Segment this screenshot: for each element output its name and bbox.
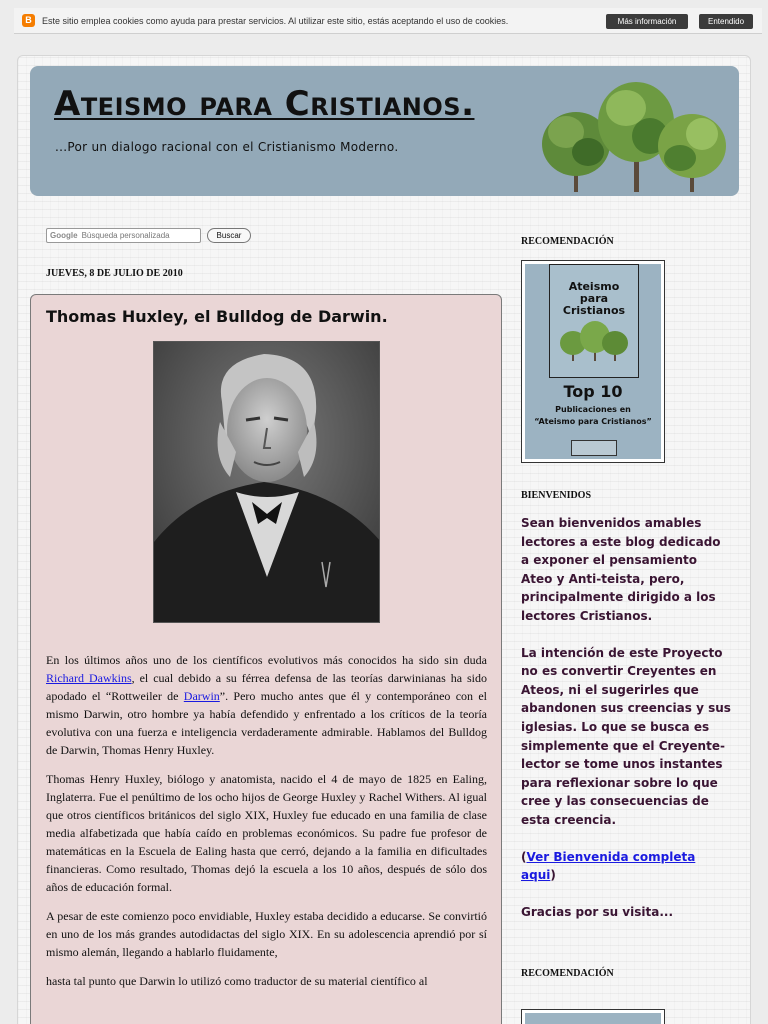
book-cover-image: Ateismo para Cristianos bbox=[549, 264, 639, 378]
blogger-icon: B bbox=[22, 14, 35, 27]
post-paragraph: hasta tal punto que Darwin lo utilizó como traductor de su material científico al bbox=[46, 974, 428, 988]
post-body bbox=[46, 651, 487, 1001]
post-title[interactable]: Thomas Huxley, el Bulldog de Darwin. bbox=[46, 307, 388, 326]
top10-banner[interactable] bbox=[521, 260, 665, 463]
blog-title[interactable]: Ateismo para Cristianos. bbox=[54, 84, 475, 124]
huxley-portrait-image bbox=[153, 341, 380, 623]
google-logo: Google bbox=[50, 231, 78, 240]
post-paragraph: En los últimos años uno de los científicos evolutivos más conocidos ha sido sin duda Richard Dawkins, el cual debido a su férrea defensa de las teorías darwinianas ha sido apodado el “Rottweiler de Darwin”. Pero mucho antes que él y contemporáneo con el mismo Darwin, otro hombre ya había defendido y enfrentado a los críticos de la teoría evolutiva con una fuerza e inteligencia verdaderamente admirable. Hablamos del Bulldog de Darwin, Thomas Henry Huxley. bbox=[46, 653, 487, 757]
post-paragraph: Thomas Henry Huxley, biólogo y anatomista, nacido el 4 de mayo de 1825 en Ealing, Inglaterra. Fue el penúltimo de los ocho hijos de George Huxley y Rachel Withers. Al igual que otros científicos británicos del siglo XIX, Huxley fue educado en una familia de clase media alfabetizada que había caído en problemas económicos. Su padre fue profesor de matemáticas en la Escuela de Ealing hasta que cerró, dejando a la familia en dificultades financieras. Como resultado, Thomas dejó la escuela a los 10 años, después de sólo dos años de educación formal. bbox=[46, 772, 487, 894]
recommendation-image-2[interactable] bbox=[521, 1009, 665, 1024]
welcome-paragraph: (Ver Bienvenida completa aqui) bbox=[521, 849, 696, 883]
mini-banner-image bbox=[571, 440, 617, 456]
link-darwin[interactable]: Darwin bbox=[183, 689, 220, 703]
post-date: JUEVES, 8 DE JULIO DE 2010 bbox=[46, 268, 183, 279]
search-button[interactable]: Buscar bbox=[207, 228, 251, 243]
trees-image bbox=[530, 74, 735, 194]
welcome-paragraph: La intención de este Proyecto no es convertir Creyentes en Ateos, ni el sugerirles que abandonen sus creencias y sus iglesias. Lo que se busca es simplemente que el Creyente-lector se tome unos instantes para reflexionar sobre lo que cree y las consecuencias de esta creencia. bbox=[521, 645, 731, 827]
more-info-button[interactable]: Más información bbox=[606, 14, 688, 29]
search-input[interactable] bbox=[46, 228, 201, 243]
top10-label: Top 10 bbox=[563, 382, 623, 401]
welcome-heading: BIENVENIDOS bbox=[521, 490, 592, 501]
blog-header bbox=[30, 66, 739, 196]
blog-subtitle: ...Por un dialogo racional con el Cristianismo Moderno. bbox=[55, 140, 399, 154]
full-welcome-link[interactable]: Ver Bienvenida completa aqui bbox=[521, 849, 696, 883]
trees-icon bbox=[554, 317, 634, 361]
search-placeholder: Búsqueda personalizada bbox=[81, 231, 170, 240]
post-paragraph: A pesar de este comienzo poco envidiable, Huxley estaba decidido a educarse. Se convirtió en uno de los más grandes autodidactas del siglo XIX. En su adolescencia aprendió por sí mismo alemán, llegando a hablarlo fluidamente, bbox=[46, 909, 487, 959]
link-richard-dawkins[interactable]: Richard Dawkins bbox=[46, 671, 132, 685]
welcome-paragraph: Gracias por su visita... bbox=[521, 904, 674, 919]
welcome-text bbox=[521, 514, 731, 939]
top10-subtitle: Publicaciones en “Ateismo para Cristianos” bbox=[534, 405, 652, 426]
cookie-bar bbox=[14, 8, 762, 34]
post-card bbox=[30, 294, 502, 1024]
recommendation-heading: RECOMENDACIÓN bbox=[521, 236, 614, 247]
cookie-message: Este sitio emplea cookies como ayuda para prestar servicios. Al utilizar este sitio, estás aceptando el uso de cookies. bbox=[42, 16, 509, 26]
welcome-paragraph: Sean bienvenidos amables lectores a este blog dedicado a exponer el pensamiento Ateo y Anti-teista, pero, principalmente dirigido a los lectores Cristianos. bbox=[521, 516, 721, 623]
recommendation-heading-2: RECOMENDACIÓN bbox=[521, 968, 614, 979]
accept-cookies-button[interactable]: Entendido bbox=[699, 14, 753, 29]
